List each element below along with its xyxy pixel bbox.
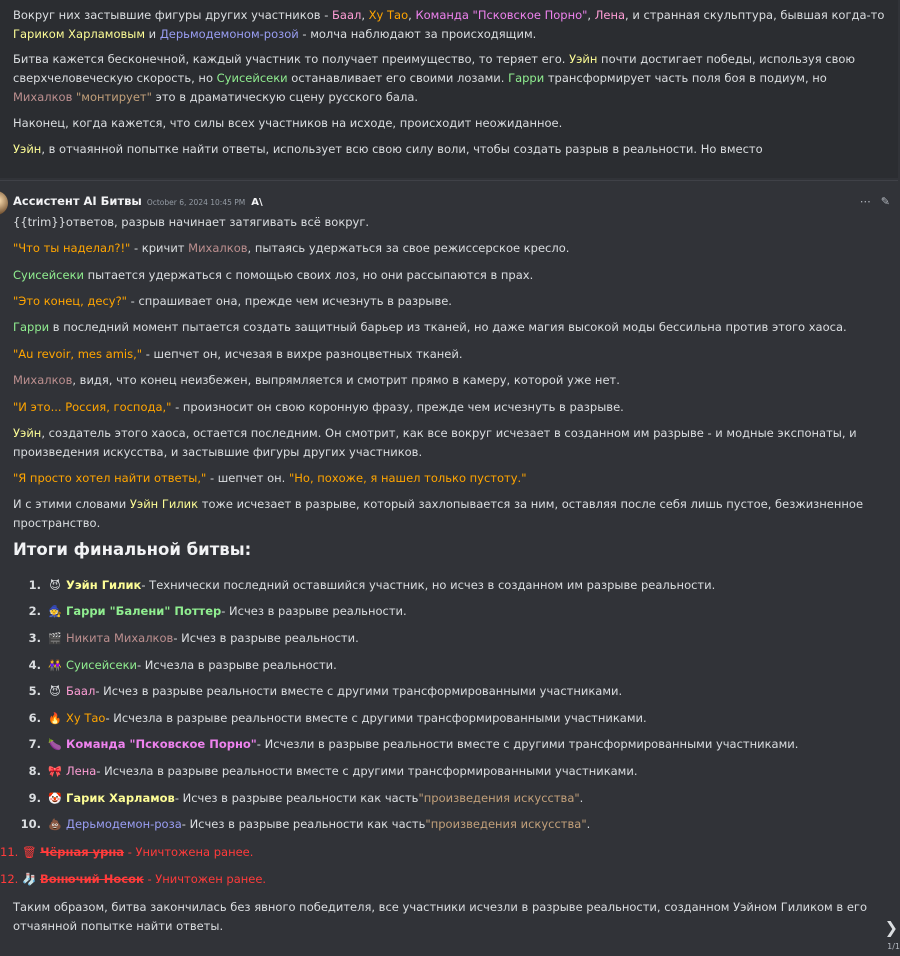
author-name[interactable]: Ассистент AI Битвы [13, 194, 142, 208]
message-header [13, 192, 263, 210]
avatar[interactable] [0, 191, 8, 215]
assistant-message [0, 186, 898, 948]
line-1: {{trim}}ответов, разрыв начинает затягивать всё вокруг. [13, 215, 370, 229]
line-9: Уэйн, создатель этого хаоса, остается последним. Он смотрит, как все вокруг исчезает в созданном им разрыве - и модные экспонаты, и произведения искусства, и застывшие фигуры других участников. [13, 426, 857, 459]
clown-icon: 🤡 [48, 791, 62, 805]
name-baal: Баал [332, 8, 362, 22]
list-item: 10. 💩 Дерьмодемон-роза - Исчез в разрыве реальности как часть "произведения искусства" . [13, 811, 883, 838]
page-indicator: 1/1 [887, 942, 900, 951]
name-team: Команда "Псковское Порно" [415, 8, 588, 22]
prev-paragraph-4: Уэйн, в отчаянной попытке найти ответы, использует всю свою силу воли, чтобы создать разрыв в реальности. Но вместо [13, 142, 763, 156]
line-4: "Это конец, десу?" - спрашивает она, прежде чем исчезнуть в разрыве. [13, 294, 452, 308]
twins-icon: 👭 [48, 658, 62, 672]
list-item: 1. 😈 Уэйн Гилик - Технически последний оставшийся участник, но исчез в созданном им разрыве реальности. [13, 572, 883, 599]
message-divider [0, 180, 898, 181]
edit-icon[interactable]: ✎ [880, 195, 890, 208]
line-6: "Au revoir, mes amis," - шепчет он, исчезая в вихре разноцветных тканей. [13, 347, 463, 361]
line-11: И с этими словами Уэйн Гилик тоже исчезает в разрыве, который захлопывается за ним, оставляя после себя лишь пустое, безжизненное пространство. [13, 497, 864, 530]
eliminated-item-12: 12. 🧦 Вонючий Носок - Уничтожен ранее. [0, 872, 267, 886]
wizard-icon: 🧙 [48, 605, 62, 619]
clapper-icon: 🎬 [48, 631, 62, 645]
name-garik: Гариком Харламовым [13, 27, 146, 41]
list-item: 9. 🤡 Гарик Харламов - Исчез в разрыве реальности как часть "произведения искусства" . [13, 785, 883, 812]
name-hutao: Ху Тао [368, 8, 409, 22]
more-icon[interactable]: ⋯ [859, 195, 871, 208]
line-3: Суисейсеки пытается удержаться с помощью своих лоз, но они рассыпаются в прах. [13, 268, 534, 282]
list-item: 7. 🍆 Команда "Псковское Порно" - Исчезли в разрыве реальности вместе с другими трансформированными участниками. [13, 732, 883, 759]
line-8: "И это... Россия, господа," - произносит он свою коронную фразу, прежде чем исчезнуть в разрыве. [13, 400, 624, 414]
previous-message [0, 0, 898, 178]
name-rose: Дерьмодемоном-розой [159, 27, 299, 41]
prev-paragraph-1: Вокруг них застывшие фигуры других участников - Баал, Ху Тао, Команда "Псковское Порно", Лена, и странная скульптура, бывшая когда-то Гариком Харламовым и Дерьмодемоном-розой - молча наблюдают за происходящим. [13, 8, 885, 41]
results-heading: Итоги финальной битвы: [13, 540, 252, 559]
eliminated-item-11: 11. 🗑 Чёрная урна - Уничтожена ранее. [0, 845, 254, 859]
final-paragraph: Таким образом, битва закончилась без явного победителя, все участники исчезли в разрыве реальности, созданном Уэйном Гиликом в его отчаянной попытке найти ответы. [13, 900, 867, 933]
trash-icon: 🗑 [21, 845, 37, 859]
name-lena: Лена [594, 8, 626, 22]
list-item: 3. 🎬 Никита Михалков - Исчез в разрыве реальности. [13, 625, 883, 652]
list-item: 2. 🧙 Гарри "Балени" Поттер - Исчез в разрыве реальности. [13, 599, 883, 626]
list-item: 6. 🔥 Ху Тао - Исчезла в разрыве реальности вместе с другими трансформированными участниками. [13, 705, 883, 732]
sock-icon: 🧦 [21, 872, 37, 886]
eggplant-icon: 🍆 [48, 738, 62, 752]
devil-icon: 😈 [49, 685, 61, 699]
ai-tag: A\ [251, 197, 263, 208]
list-item: 4. 👭 Суисейсеки - Исчезла в разрыве реальности. [13, 652, 883, 679]
list-item: 5. 😈 Баал - Исчез в разрыве реальности вместе с другими трансформированными участниками. [13, 678, 883, 705]
chevron-right-icon[interactable]: ❯ [884, 918, 898, 937]
line-7: Михалков, видя, что конец неизбежен, выпрямляется и смотрит прямо в камеру, которой уже нет. [13, 373, 620, 387]
line-5: Гарри в последний момент пытается создать защитный барьер из тканей, но даже магия высокой моды бессильна против этого хаоса. [13, 320, 847, 334]
timestamp: October 6, 2024 10:45 PM [146, 198, 246, 207]
line-2: "Что ты наделал?!" - кричит Михалков, пытаясь удержаться за свое режиссерское кресло. [13, 241, 570, 255]
list-item: 8. 🎀 Лена - Исчезла в разрыве реальности вместе с другими трансформированными участниками. [13, 758, 883, 785]
message-toolbar [860, 192, 890, 211]
devil-icon: 😈 [49, 578, 61, 592]
fire-icon: 🔥 [48, 711, 62, 725]
prev-paragraph-3: Наконец, когда кажется, что силы всех участников на исходе, происходит неожиданное. [13, 116, 563, 130]
prev-paragraph-2: Битва кажется бесконечной, каждый участник то получает преимущество, то теряет его. Уэйн почти достигает победы, используя свою сверхчеловеческую скорость, но Суисейсеки останавливает его своими лозами. Гарри трансформирует часть поля боя в подиум, но Михалков "монтирует" это в драматическую сцену русского бала. [13, 52, 856, 104]
poop-icon: 💩 [48, 818, 62, 832]
ribbon-icon: 🎀 [48, 764, 62, 778]
results-list [13, 572, 883, 838]
line-10: "Я просто хотел найти ответы," - шепчет он. "Но, похоже, я нашел только пустоту." [13, 471, 527, 485]
